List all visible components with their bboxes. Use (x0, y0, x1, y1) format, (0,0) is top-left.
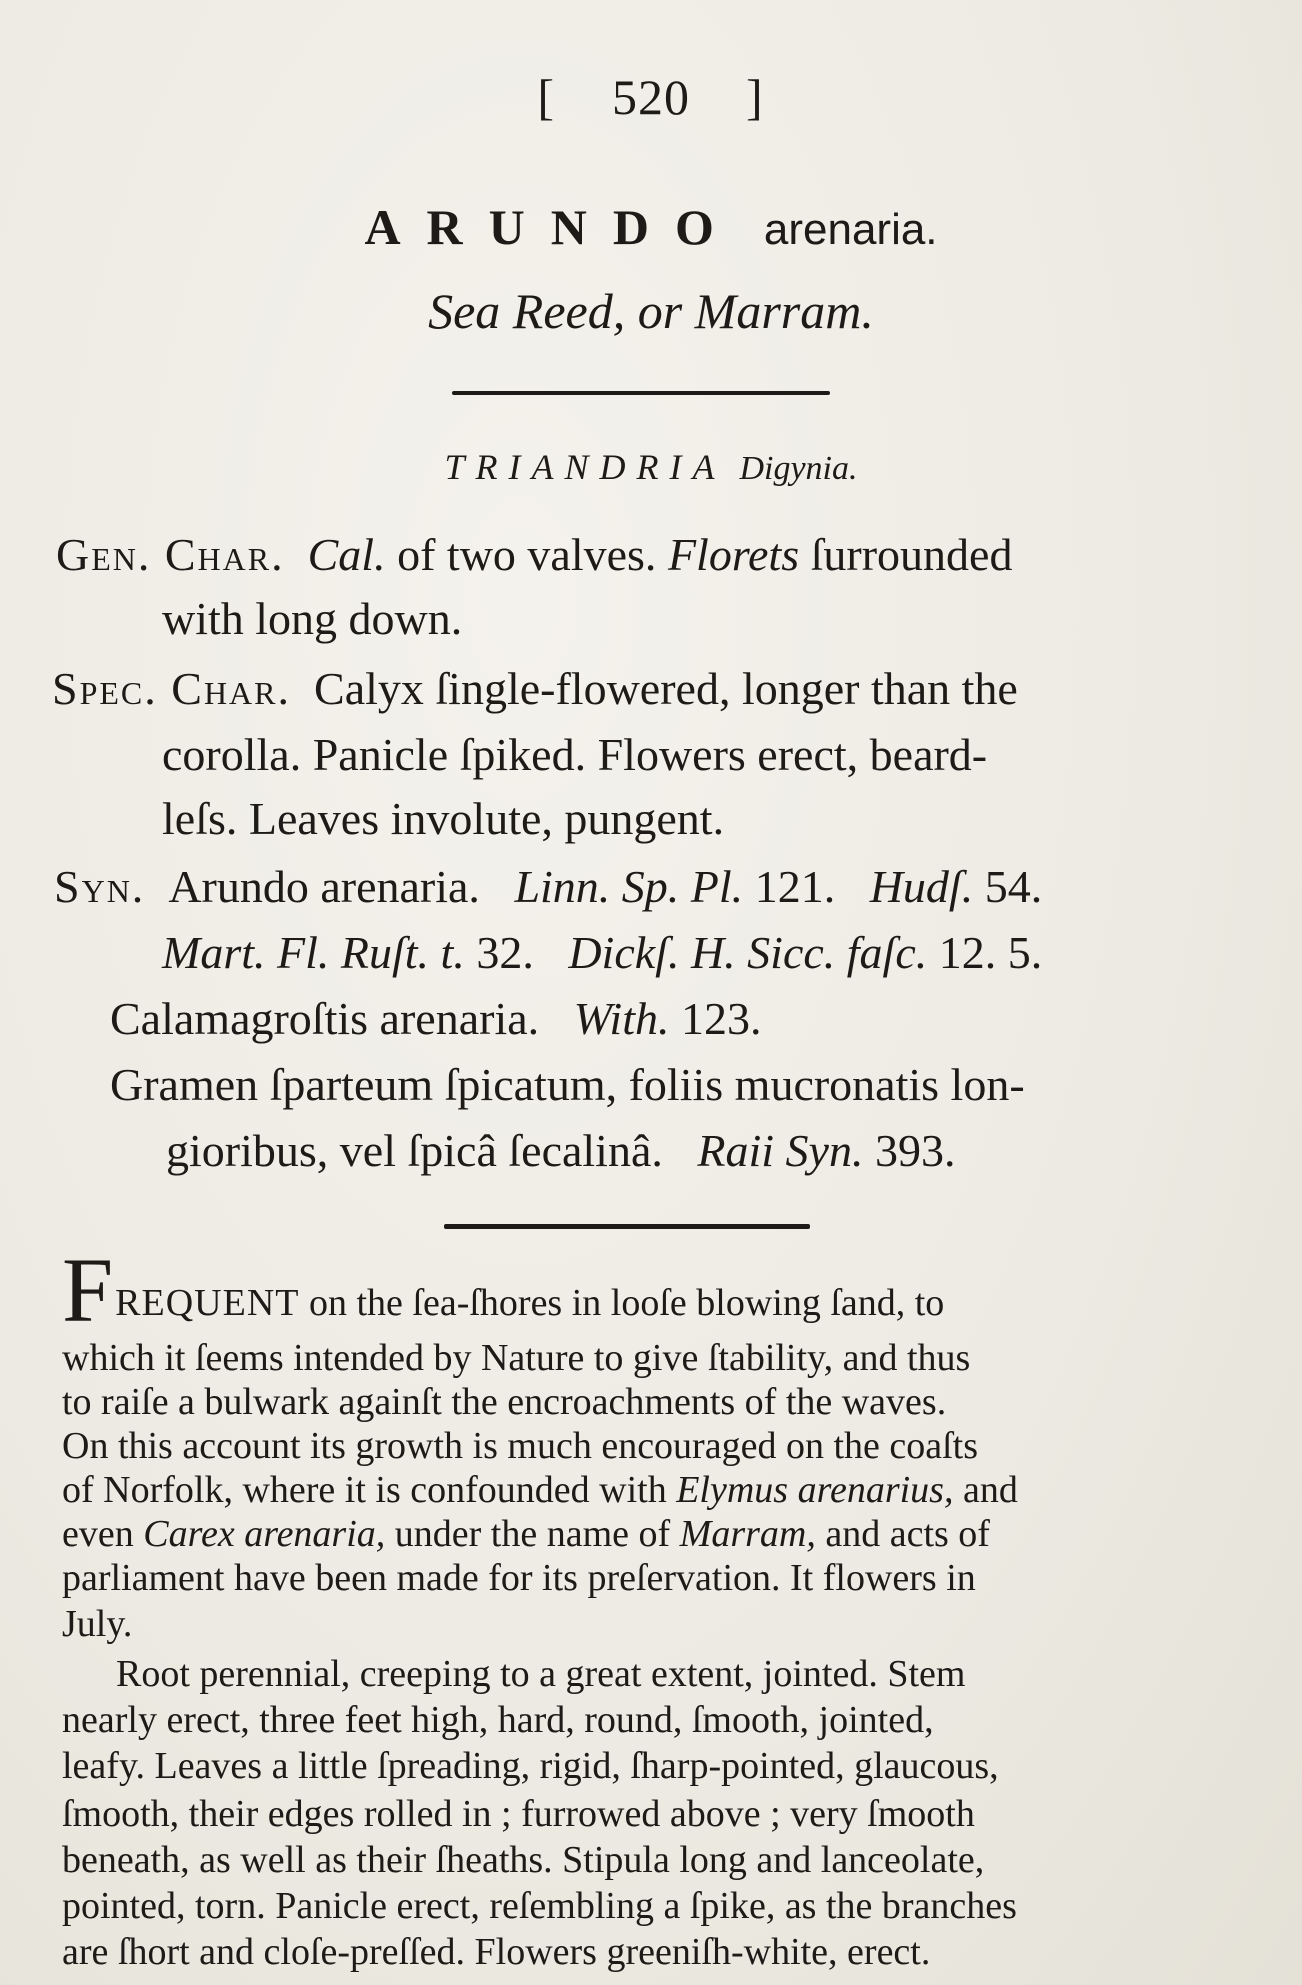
paragraph-line: parliament have been made for its preſervation. It flowers in (62, 1557, 976, 1599)
paragraph-line: nearly erect, three feet high, hard, round, ſmooth, jointed, (62, 1699, 934, 1741)
class-name: TRIANDRIA (444, 447, 726, 487)
text: gioribus, vel ſpicâ ſecalinâ. (166, 1125, 663, 1176)
paragraph-line: Root perennial, creeping to a great extent, jointed. Stem (116, 1653, 966, 1695)
text: 54. (984, 861, 1043, 912)
paragraph-line (62, 1468, 1018, 1513)
spec-char-line-3: leſs. Leaves involute, pungent. (162, 793, 725, 844)
page-number (0, 68, 1302, 126)
drop-cap: F (62, 1239, 114, 1341)
spec-char-line-1 (52, 656, 1018, 722)
text: 32. (476, 927, 534, 978)
paragraph-line (62, 1239, 945, 1341)
text: 12. 5. (938, 927, 1043, 978)
syn-label: Syn. (54, 861, 146, 912)
syn-line-3 (110, 986, 761, 1052)
text-italic: Carex arenaria, (143, 1513, 386, 1555)
text: and (953, 1469, 1018, 1511)
bracket-close: ] (746, 69, 765, 125)
text-italic: Cal. (307, 529, 386, 580)
text-italic: Mart. Fl. Ruſt. t. (162, 927, 465, 978)
bracket-open: [ (537, 69, 556, 125)
text: 123. (680, 993, 762, 1044)
spec-char-line-2: corolla. Panicle ſpiked. Flowers erect, beard- (162, 729, 988, 780)
syn-line-5 (166, 1118, 955, 1184)
order-name: Digynia. (739, 450, 858, 487)
text: on the ſea-ſhores in looſe blowing ſand, to (299, 1282, 945, 1324)
gen-char-line-2: with long down. (162, 593, 463, 644)
page-number-value: 520 (612, 69, 690, 125)
common-name: Sea Reed, or Marram. (428, 283, 874, 339)
text: of two valves. (385, 529, 668, 580)
gen-char-line-1 (56, 522, 1012, 588)
text: ſurrounded (799, 529, 1013, 580)
genus-name: ARUNDO (364, 199, 740, 255)
species-name: arenaria. (763, 205, 938, 254)
spec-char-label: Spec. Char. (52, 663, 292, 714)
paragraph-line: On this account its growth is much encouraged on the coaſts (62, 1425, 979, 1467)
paragraph-line: to raiſe a bulwark againſt the encroachments of the waves. (62, 1381, 947, 1423)
text-italic: Hudſ. (869, 861, 974, 912)
paragraph-line: which it ſeems intended by Nature to give ſtability, and thus (62, 1337, 971, 1379)
text-italic: Dickſ. H. Sicc. faſc. (568, 927, 928, 978)
text-italic: Marram, (679, 1513, 816, 1555)
text: of Norfolk, where it is confounded with (62, 1469, 677, 1511)
paragraph-line: beneath, as well as their ſheaths. Stipula long and lanceolate, (62, 1839, 985, 1881)
text-italic: Florets (667, 529, 800, 580)
text: Arundo arenaria. (168, 861, 480, 912)
text-italic: Linn. Sp. Pl. (514, 861, 744, 912)
text: and acts of (815, 1513, 990, 1555)
text: 393. (874, 1125, 956, 1176)
paragraph-line (62, 1512, 990, 1557)
paragraph-line: are ſhort and cloſe-preſſed. Flowers greeniſh-white, erect. (62, 1931, 931, 1973)
species-heading (0, 198, 1302, 256)
divider-rule (452, 391, 830, 395)
paragraph-line: leafy. Leaves a little ſpreading, rigid, ſharp-pointed, glaucous, (62, 1745, 999, 1787)
text-caps: REQUENT (115, 1282, 300, 1324)
text: under the name of (385, 1513, 680, 1555)
syn-line-4: Gramen ſparteum ſpicatum, foliis mucronatis lon- (110, 1059, 1025, 1110)
text-italic: With. (573, 993, 670, 1044)
paragraph-line: ſmooth, their edges rolled in ; furrowed above ; very ſmooth (62, 1793, 975, 1835)
text: 121. (754, 861, 836, 912)
linnaean-classification (0, 446, 1302, 488)
syn-line-2 (162, 920, 1042, 986)
divider-rule (444, 1224, 810, 1229)
text-italic: Raii Syn. (697, 1125, 864, 1176)
text-italic: Elymus arenarius, (676, 1469, 954, 1511)
text: Calamagroſtis arenaria. (110, 993, 540, 1044)
text: even (62, 1513, 144, 1555)
syn-line-1 (54, 854, 1042, 920)
text: Calyx ſingle-flowered, longer than the (314, 663, 1018, 714)
paragraph-line: July. (62, 1603, 133, 1645)
gen-char-label: Gen. Char. (56, 529, 285, 580)
paragraph-line: pointed, torn. Panicle erect, reſembling a ſpike, as the branches (62, 1885, 1017, 1927)
